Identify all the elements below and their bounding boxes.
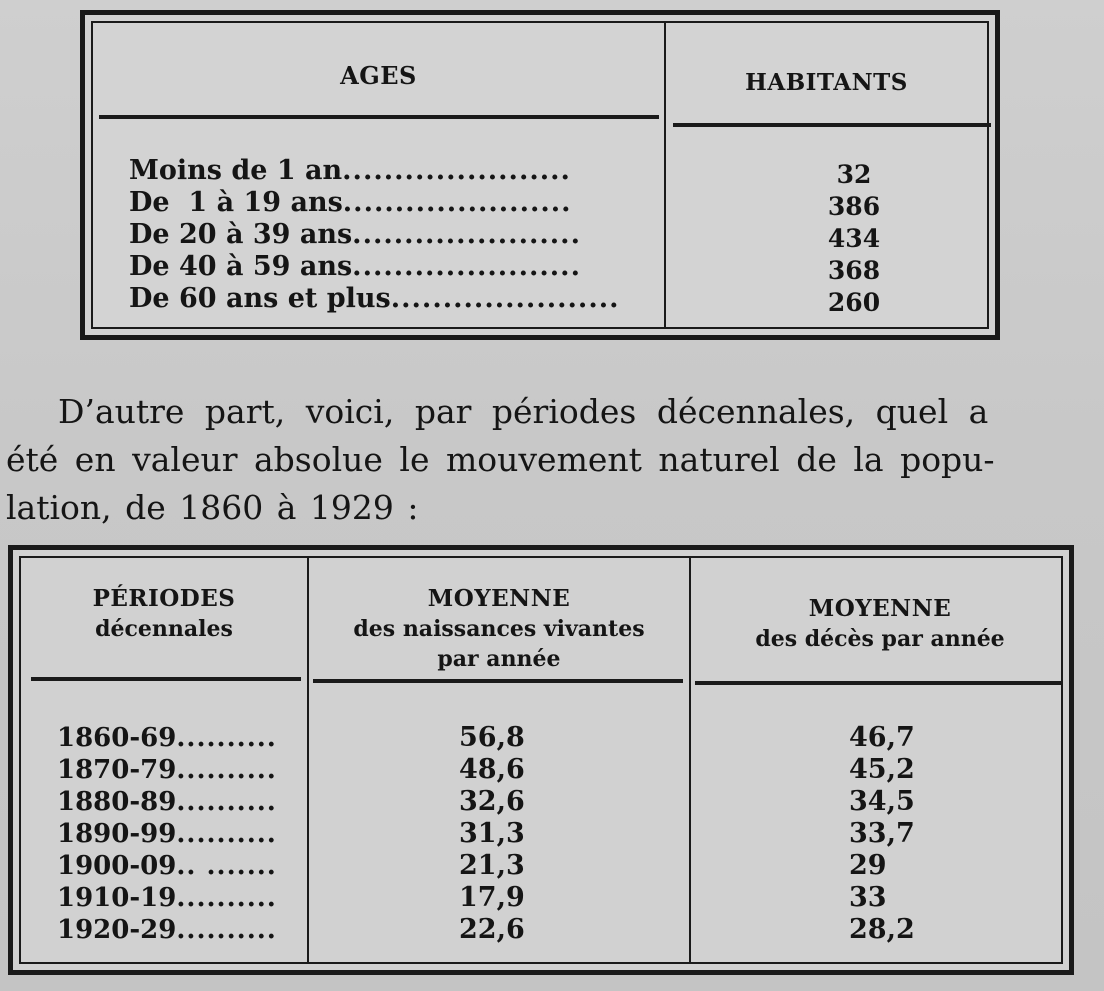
period-label: 1900-09 <box>57 851 177 881</box>
header-rule <box>695 681 1063 685</box>
paragraph-line: lation, de 1860 à 1929 : <box>6 488 419 527</box>
leader-dots: ...................... <box>342 155 571 186</box>
period-label: 1920-29 <box>57 915 177 945</box>
deaths-value: 33,7 <box>849 818 915 849</box>
header-naissances <box>309 584 689 674</box>
habitants-value: 434 <box>827 224 881 253</box>
header-subtitle: par année <box>437 646 561 672</box>
deaths-value: 34,5 <box>849 786 915 817</box>
deaths-column <box>691 722 1069 946</box>
header-rule <box>313 679 683 683</box>
table-row <box>57 818 307 850</box>
header-periodes <box>21 584 307 644</box>
table-row <box>129 251 659 283</box>
habitants-value: 260 <box>827 288 881 317</box>
deaths-value: 28,2 <box>849 914 915 945</box>
header-deces <box>691 594 1069 654</box>
leader-dots: .......... <box>176 723 277 753</box>
habitants-column <box>666 159 987 319</box>
habitants-value: 386 <box>827 192 881 221</box>
leader-dots: ...................... <box>352 251 581 282</box>
header-subtitle: des décès par année <box>755 626 1005 652</box>
table-row <box>57 850 307 882</box>
births-column <box>309 722 689 946</box>
header-title: MOYENNE <box>427 585 571 612</box>
births-value: 31,3 <box>459 818 525 849</box>
paragraph-line: D’autre part, voici, par périodes décennales, quel a <box>58 392 989 431</box>
period-label: 1870-79 <box>57 755 177 785</box>
table-inner-frame <box>91 21 989 329</box>
body-paragraph <box>0 388 1104 532</box>
deaths-value: 29 <box>849 850 887 881</box>
header-habitants: HABITANTS <box>745 69 908 96</box>
habitants-value: 368 <box>827 256 881 285</box>
births-value: 48,6 <box>459 754 525 785</box>
leader-dots: .......... <box>176 787 277 817</box>
header-subtitle: des naissances vivantes <box>353 616 645 642</box>
table-row <box>129 283 659 315</box>
deaths-value: 33 <box>849 882 887 913</box>
leader-dots: .......... <box>176 883 277 913</box>
leader-dots: .. ....... <box>176 851 277 881</box>
age-labels-column <box>129 155 659 315</box>
table-row <box>129 187 659 219</box>
deaths-value: 45,2 <box>849 754 915 785</box>
births-value: 32,6 <box>459 786 525 817</box>
periods-column <box>57 722 307 946</box>
table-row <box>57 722 307 754</box>
table-inner-frame <box>19 556 1063 964</box>
births-value: 22,6 <box>459 914 525 945</box>
deaths-value: 46,7 <box>849 722 915 753</box>
header-title: PÉRIODES <box>92 585 236 612</box>
births-value: 21,3 <box>459 850 525 881</box>
age-label: De 60 ans et plus <box>129 283 391 314</box>
period-label: 1890-99 <box>57 819 177 849</box>
table-row <box>57 786 307 818</box>
leader-dots: ...................... <box>352 219 581 250</box>
header-rule <box>673 123 991 127</box>
table-row <box>57 754 307 786</box>
period-label: 1880-89 <box>57 787 177 817</box>
header-ages: AGES <box>340 61 417 90</box>
leader-dots: .......... <box>176 819 277 849</box>
paragraph-line: été en valeur absolue le mouvement naturel de la popu- <box>6 440 995 479</box>
table-row <box>57 914 307 946</box>
age-distribution-table <box>80 10 1000 340</box>
period-label: 1910-19 <box>57 883 177 913</box>
leader-dots: .......... <box>176 755 277 785</box>
age-label: De 40 à 59 ans <box>129 251 353 282</box>
births-value: 56,8 <box>459 722 525 753</box>
age-label: Moins de 1 an <box>129 155 343 186</box>
table-row <box>57 882 307 914</box>
table-row <box>129 219 659 251</box>
header-title: MOYENNE <box>808 595 952 622</box>
table-row <box>129 155 659 187</box>
header-subtitle: décennales <box>95 616 233 642</box>
header-rule <box>31 677 301 681</box>
age-label: De 1 à 19 ans <box>129 187 343 218</box>
period-label: 1860-69 <box>57 723 177 753</box>
leader-dots: ...................... <box>390 283 620 314</box>
births-value: 17,9 <box>459 882 525 913</box>
header-rule <box>99 115 659 119</box>
leader-dots: ...................... <box>342 187 572 218</box>
age-label: De 20 à 39 ans <box>129 219 353 250</box>
habitants-value: 32 <box>836 160 872 189</box>
leader-dots: .......... <box>176 915 277 945</box>
population-movement-table <box>8 545 1074 975</box>
